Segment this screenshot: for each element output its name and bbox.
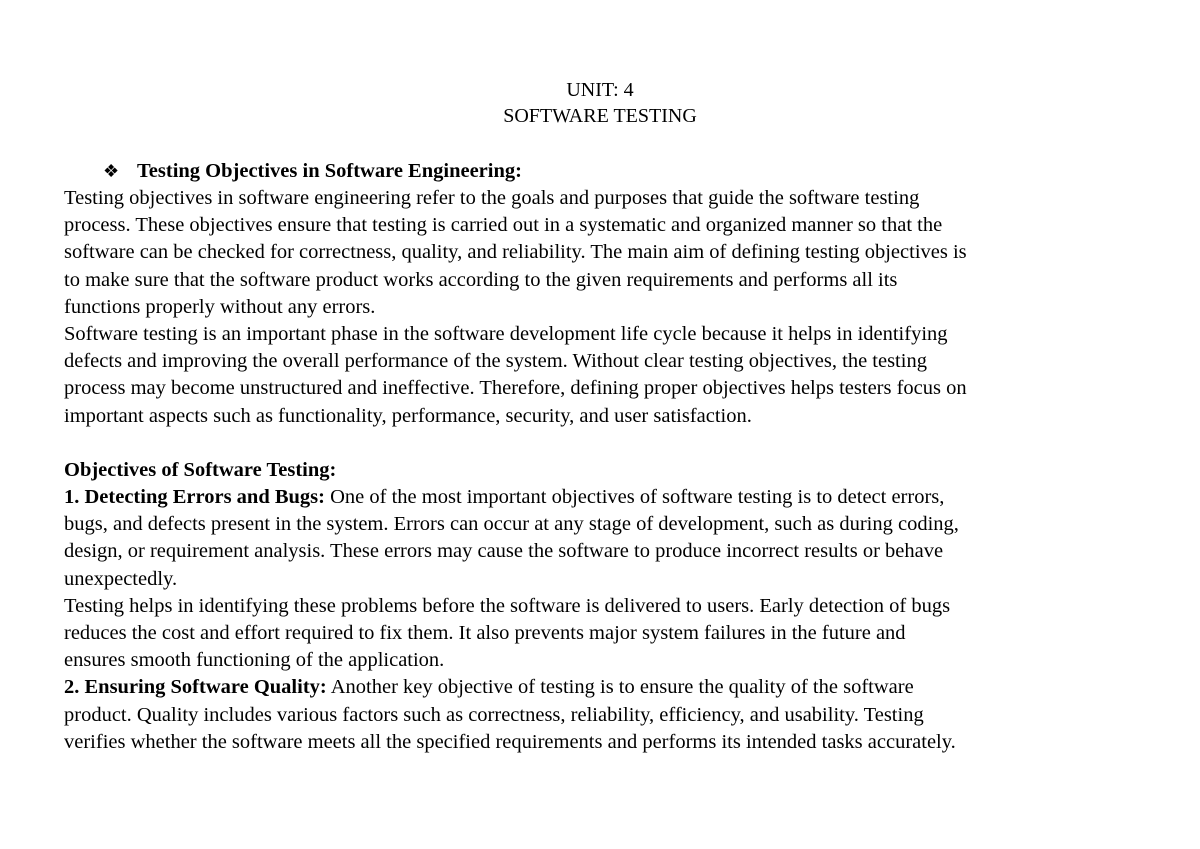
paragraph-line: ensures smooth functioning of the application. bbox=[64, 649, 445, 672]
paragraph-line: functions properly without any errors. bbox=[64, 295, 376, 318]
document-header bbox=[0, 77, 1200, 129]
paragraph-line: process may become unstructured and ineffective. Therefore, defining proper objectives helps testers focus on bbox=[64, 377, 967, 400]
paragraph-line: Testing objectives in software engineering refer to the goals and purposes that guide the software testing bbox=[64, 187, 920, 209]
paragraph-line: to make sure that the software product works according to the given requirements and performs all its bbox=[64, 268, 898, 291]
paragraph-line: product. Quality includes various factors such as correctness, reliability, efficiency, and usability. Testing bbox=[64, 703, 924, 726]
paragraph-line: bugs, and defects present in the system. Errors can occur at any stage of development, such as during coding, bbox=[64, 513, 959, 536]
section-heading-testing-objectives bbox=[103, 158, 522, 184]
paragraph-line: process. These objectives ensure that testing is carried out in a systematic and organized manner so that the bbox=[64, 214, 943, 237]
document-body bbox=[64, 185, 1144, 756]
item2-label: 2. Ensuring Software Quality: bbox=[64, 676, 327, 699]
unit-label: UNIT: 4 bbox=[566, 79, 634, 101]
item2-first-line bbox=[64, 674, 1144, 701]
paragraph-line: defects and improving the overall performance of the system. Without clear testing objectives, the testing bbox=[64, 350, 927, 373]
diamond-bullet-icon: ❖ bbox=[103, 161, 120, 181]
paragraph-line: reduces the cost and effort required to fix them. It also prevents major system failures in the future and bbox=[64, 622, 906, 644]
paragraph-line: unexpectedly. bbox=[64, 567, 178, 590]
paragraph-line: Software testing is an important phase in the software development life cycle because it helps in identifying bbox=[64, 322, 948, 345]
objectives-heading-text: Objectives of Software Testing: bbox=[64, 458, 337, 481]
section-heading-text: Testing Objectives in Software Engineering: bbox=[137, 160, 522, 182]
paragraph-line: important aspects such as functionality, performance, security, and user satisfaction. bbox=[64, 404, 752, 427]
page-title: SOFTWARE TESTING bbox=[503, 105, 697, 127]
spacer bbox=[64, 430, 1144, 457]
paragraph-line: verifies whether the software meets all the specified requirements and performs its intended tasks accurately. bbox=[64, 730, 956, 753]
objectives-heading bbox=[64, 457, 1144, 484]
paragraph-line: Testing helps in identifying these problems before the software is delivered to users. Early detection of bugs bbox=[64, 594, 951, 617]
paragraph-line: design, or requirement analysis. These errors may cause the software to produce incorrect results or behave bbox=[64, 540, 944, 563]
paragraph-line: software can be checked for correctness, quality, and reliability. The main aim of defining testing objectives is bbox=[64, 241, 967, 264]
item1-first-line bbox=[64, 484, 1144, 511]
item2-text: Another key objective of testing is to ensure the quality of the software bbox=[326, 676, 914, 699]
item1-text: One of the most important objectives of software testing is to detect errors, bbox=[325, 486, 945, 509]
item1-label: 1. Detecting Errors and Bugs: bbox=[64, 486, 325, 509]
